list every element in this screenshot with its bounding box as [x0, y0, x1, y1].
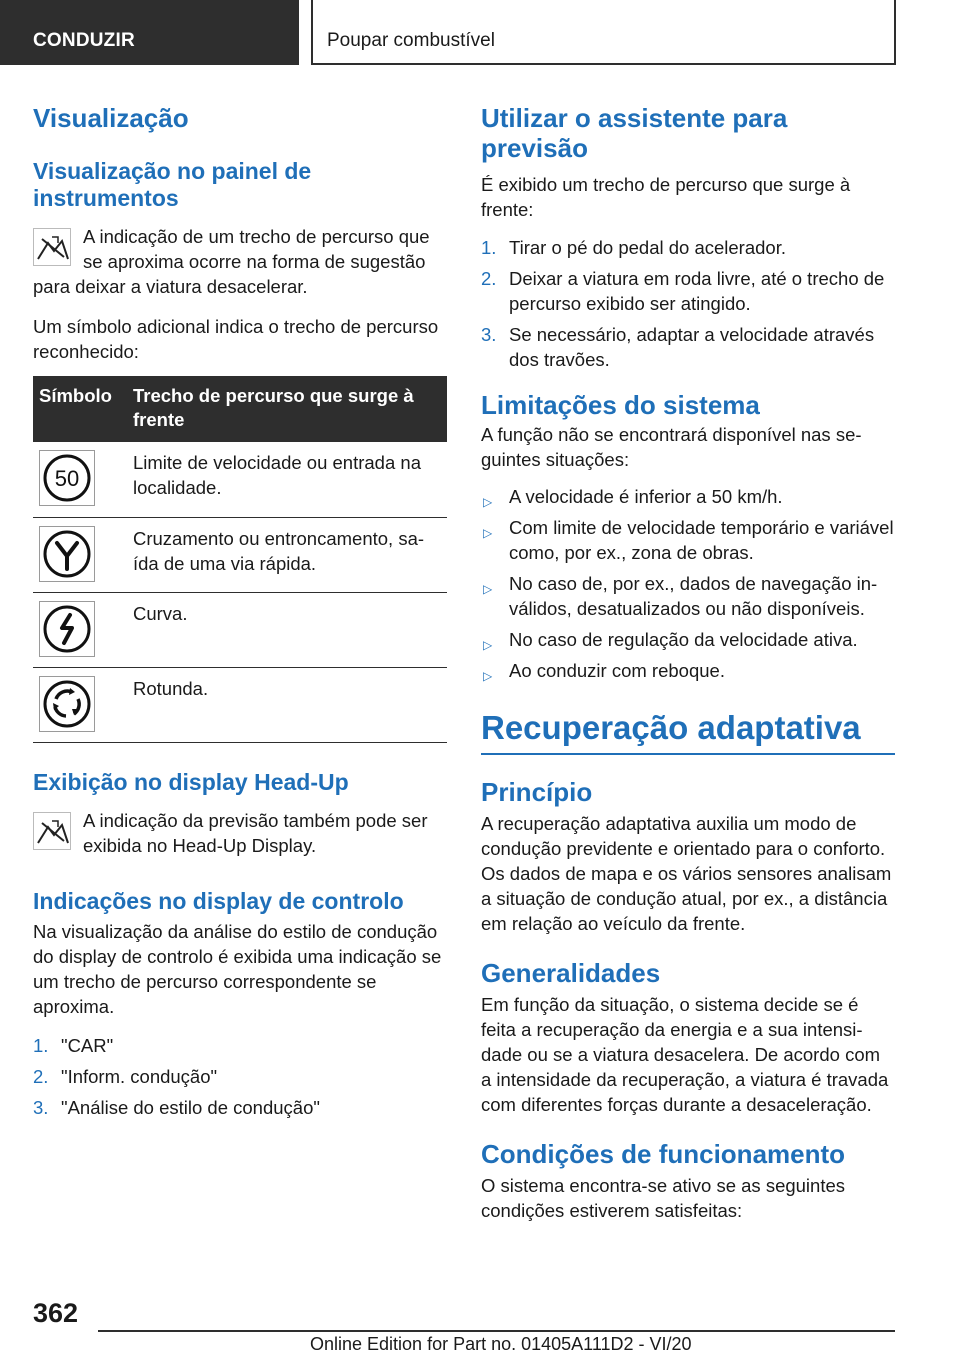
bullet-triangle-icon: ▷ — [483, 582, 493, 596]
symbol-table — [33, 376, 447, 743]
painel-text: A indicação de um trecho de percurso que se aproxima ocorre na forma de sugestão para deixar a viatura desacelerar. — [33, 226, 430, 297]
list-item: ▷ Com limite de velocidade temporário e variável como, por ex., zona de obras. — [483, 517, 894, 563]
limitacoes-text: A função não se encontrará disponível nas seguintes situações: — [481, 424, 862, 470]
footer-divider — [98, 1330, 895, 1332]
list-item: 2. Deixar a viatura em roda livre, até o trecho de percurso exibido ser atingido. — [481, 268, 885, 314]
list-item: 3. Se necessário, adaptar a velocidade através dos travões. — [481, 324, 875, 370]
list-item: ▷ No caso de regulação da velocidade ativa. — [481, 627, 895, 652]
headup-note — [33, 808, 447, 858]
painel-note — [33, 224, 447, 299]
header-chapter-label: Poupar combustível — [327, 30, 495, 51]
table-row — [33, 517, 447, 592]
heading-generalidades: Generalidades — [481, 958, 661, 988]
header-section-label: CONDUZIR — [33, 30, 135, 51]
page-number: 362 — [33, 1298, 79, 1328]
condicoes-text: O sistema encontra-se ativo se as seguintes condições estiverem satisfeitas: — [481, 1175, 846, 1221]
heading-recuperacao: Recuperação adaptativa — [481, 709, 895, 755]
bullet-triangle-icon: ▷ — [483, 495, 493, 509]
bullet-triangle-icon: ▷ — [483, 638, 493, 652]
row-text: Rotunda. — [127, 667, 447, 742]
list-item: ▷ Ao conduzir com reboque. — [481, 658, 895, 683]
heading-principio: Princípio — [481, 777, 593, 807]
controlo-text: Na visualização da análise do estilo de condução do display de controlo é exibida uma indicação se um trecho de percurso correspondente se aproxima. — [33, 920, 442, 1017]
row-text: Cruzamento ou entroncamento, saída de uma via rápida. — [127, 517, 447, 592]
heading-limitacoes: Limitações do sistema — [481, 390, 760, 420]
heading-visualizacao: Visualização — [33, 103, 189, 133]
heading-display-controlo: Indicações no display de controlo — [33, 887, 404, 914]
table-row — [33, 592, 447, 667]
assistente-steps — [481, 235, 895, 372]
right-column — [481, 100, 895, 1223]
driving-hint-icon — [33, 812, 71, 850]
heading-assistente: Utilizar o assistente para previsão — [481, 103, 788, 163]
speed-limit-value: 50 — [54, 466, 80, 491]
table-row — [33, 442, 447, 517]
curve-icon — [39, 601, 95, 657]
header-chapter-tab — [311, 0, 896, 65]
header-section-tab — [0, 0, 299, 65]
limitacoes-list — [481, 484, 895, 683]
col-header-simbolo: Símbolo — [33, 376, 127, 442]
bullet-triangle-icon: ▷ — [483, 669, 493, 683]
list-item: 2. "Inform. condução" — [33, 1065, 218, 1087]
controlo-steps — [33, 1033, 447, 1120]
list-item: 1. Tirar o pé do pedal do acelerador. — [481, 237, 786, 258]
roundabout-icon — [39, 676, 95, 732]
list-item: ▷ A velocidade é inferior a 50 km/h. — [481, 484, 895, 509]
principio-text: A recuperação adaptativa auxilia um modo de condução previdente e orientado para o conforto. Os dados de mapa e os vários sensores analisam a situação de condução atual, por ex., a distância em relação ao veículo da frente. — [481, 813, 892, 934]
col-header-trecho: Trecho de percurso que surge à frente — [127, 376, 447, 442]
junction-icon — [39, 526, 95, 582]
heading-head-up: Exibição no display Head-Up — [33, 768, 349, 795]
table-row — [33, 667, 447, 742]
list-item: ▷ No caso de, por ex., dados de navegação inválidos, desatualizados ou não disponíveis. — [483, 573, 878, 619]
footer-edition: Online Edition for Part no. 01405A111D2 - VI/20 — [310, 1334, 692, 1354]
left-column — [33, 100, 447, 1126]
symbol-table-header — [33, 376, 447, 442]
driving-hint-icon — [33, 228, 71, 266]
speed-limit-50-icon — [39, 450, 95, 506]
heading-painel-instrumentos: Visualização no painel de instrumentos — [33, 158, 312, 211]
simbolo-intro: Um símbolo adicional indica o trecho de percurso reconhecido: — [33, 316, 439, 362]
generalidades-text: Em função da situação, o sistema decide se é feita a recuperação da energia e a sua intensidade ou se a viatura desacelera. De acordo com a intensidade da recuperação, a viatura é travada com diferentes forças durante a desaceleração. — [481, 994, 889, 1115]
row-text: Limite de velocidade ou entrada na localidade. — [127, 442, 447, 517]
bullet-triangle-icon: ▷ — [483, 526, 493, 540]
assistente-text: É exibido um trecho de percurso que surge à frente: — [481, 174, 851, 220]
list-item: 3. "Análise do estilo de condução" — [33, 1096, 320, 1118]
heading-condicoes: Condições de funcionamento — [481, 1139, 846, 1169]
list-item: 1. "CAR" — [33, 1034, 114, 1056]
row-text: Curva. — [127, 592, 447, 667]
headup-text: A indicação da previsão também pode ser exibida no Head-Up Display. — [83, 809, 428, 856]
